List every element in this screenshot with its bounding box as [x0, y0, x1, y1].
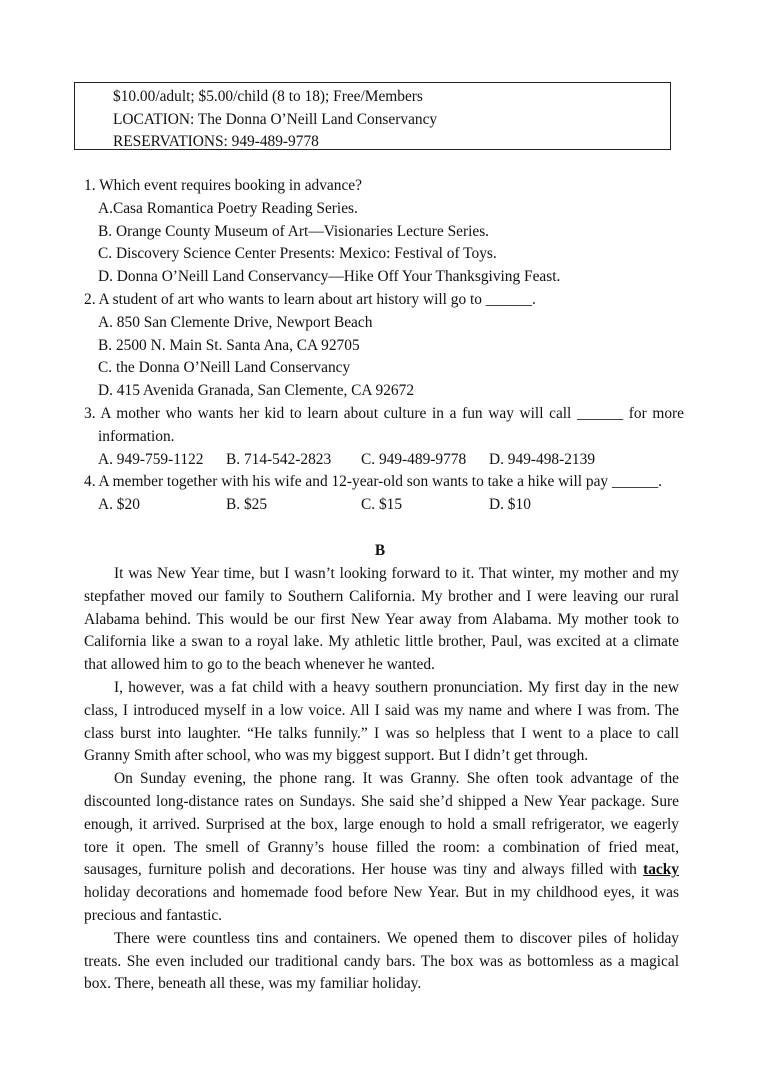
- option-d: D. $10: [489, 496, 531, 514]
- option-a: A. 949-759-1122: [98, 450, 204, 468]
- option-a: A. $20: [98, 496, 140, 514]
- option-b: B. Orange County Museum of Art—Visionaries Lecture Series.: [98, 222, 490, 240]
- questions-section: [84, 175, 684, 517]
- paragraph-2: I, however, was a fat child with a heavy southern pronunciation. My first day in the new class, I introduced myself in a low voice. All I said was my name and where I was from. The class burst into laughter. “He talks funnily.” I was so helpless that I went to a place to call Granny Smith after school, who was my biggest support. But I didn’t get through.: [84, 678, 679, 765]
- paragraph-3-text-end: holiday decorations and homemade food before New Year. But in my childhood eyes, it was precious and fantastic.: [84, 884, 679, 924]
- paragraph-4: There were countless tins and containers. We opened them to discover piles of holiday treats. She even included our traditional candy bars. The box was as bottomless as a magical box. There, beneath all these, was my familiar holiday.: [84, 929, 679, 993]
- location-line: LOCATION: The Donna O’Neill Land Conservancy: [113, 110, 438, 128]
- option-d: D. Donna O’Neill Land Conservancy—Hike Off Your Thanksgiving Feast.: [98, 268, 561, 286]
- option-c: C. 949-489-9778: [361, 450, 467, 468]
- option-c: C. the Donna O’Neill Land Conservancy: [98, 359, 351, 377]
- question-stem-continued: information.: [98, 427, 175, 445]
- options-row: [84, 494, 684, 517]
- reservations-line: RESERVATIONS: 949-489-9778: [113, 133, 319, 151]
- section-heading: B: [374, 542, 386, 559]
- option-c: C. Discovery Science Center Presents: Mexico: Festival of Toys.: [98, 245, 497, 263]
- option-b: B. 2500 N. Main St. Santa Ana, CA 92705: [98, 336, 360, 354]
- keyword-tacky: tacky: [643, 861, 679, 879]
- question-stem: 1. Which event requires booking in advance?: [84, 177, 362, 194]
- option-a: A.Casa Romantica Poetry Reading Series.: [98, 199, 358, 217]
- question-stem: 2. A student of art who wants to learn about art history will go to ______.: [84, 290, 536, 308]
- question-1: [84, 175, 684, 289]
- option-b: B. 714-542-2823: [226, 450, 332, 468]
- paragraph-3: [84, 768, 679, 928]
- options-row: [84, 449, 684, 472]
- option-b: B. $25: [226, 496, 268, 514]
- reading-passage: [84, 563, 679, 996]
- event-info-box: [74, 82, 671, 150]
- question-4: [84, 471, 684, 517]
- question-stem: 4. A member together with his wife and 12-year-old son wants to take a hike will pay ______.: [84, 473, 662, 491]
- question-2: [84, 289, 684, 403]
- question-stem: 3. A mother who wants her kid to learn about culture in a fun way will call ______ for more: [84, 404, 684, 422]
- price-line: $10.00/adult; $5.00/child (8 to 18); Free/Members: [113, 88, 423, 105]
- option-d: D. 415 Avenida Granada, San Clemente, CA 92672: [98, 382, 415, 400]
- option-a: A. 850 San Clemente Drive, Newport Beach: [98, 313, 373, 331]
- paragraph-3-text: On Sunday evening, the phone rang. It was Granny. She often took advantage of the discounted long-distance rates on Sundays. She said she’d shipped a New Year package. Sure enough, it arrived. Surprised at the box, large enough to hold a small refrigerator, we eagerly tore it open. The smell of Granny’s house filled the room: a combination of fried meat, sausages, furniture polish and decorations. Her house was tiny and always filled with: [84, 770, 679, 879]
- option-d: D. 949-498-2139: [489, 450, 596, 468]
- paragraph-1: It was New Year time, but I wasn’t looking forward to it. That winter, my mother and my stepfather moved our family to Southern California. My brother and I were leaving our rural Alabama behind. This would be our first New Year away from Alabama. My mother took to California like a swan to a royal lake. My athletic little brother, Paul, was excited at a climate that allowed him to go to the beach whenever he wanted.: [84, 565, 679, 674]
- question-3: [84, 403, 684, 471]
- option-c: C. $15: [361, 496, 403, 514]
